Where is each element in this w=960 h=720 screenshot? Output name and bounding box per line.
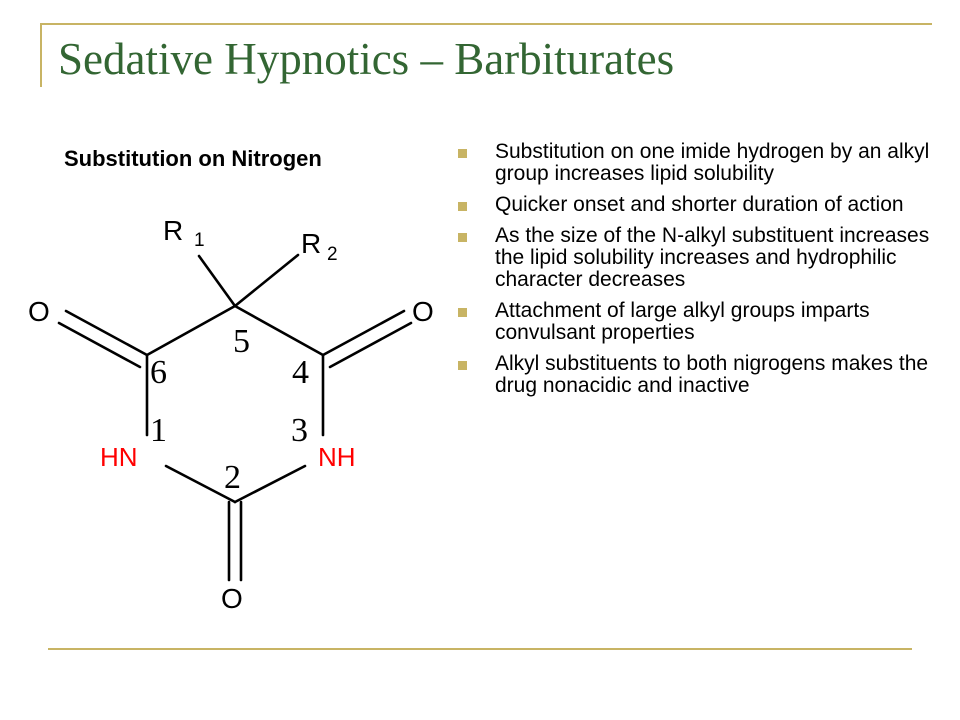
bullet-item [456,353,946,397]
position-2-number: 2 [224,459,241,496]
position-1-number: 1 [150,412,167,449]
bond-r2 [235,255,298,306]
bullet-item [456,194,946,216]
slide-title: Sedative Hypnotics – Barbiturates [58,34,675,84]
bond-r1 [199,256,235,306]
bullet-text: Attachment of large alkyl groups imparts convulsant properties [495,299,870,344]
nitrogen-1-label: HN [100,442,138,472]
r2-subscript: 2 [327,244,338,265]
oxygen-bottom: O [221,583,243,614]
r1-subscript: 1 [194,230,205,251]
bullet-text: Substitution on one imide hydrogen by an alkyl group increases lipid solubility [495,140,930,185]
bullet-text: As the size of the N-alkyl substituent increases the lipid solubility increases and hydrophilic character decreases [495,224,930,291]
bullet-item [456,225,946,291]
bullet-list [456,141,946,406]
square-bullet-icon [458,202,467,211]
bullet-text: Quicker onset and shorter duration of action [495,193,904,216]
oxygen-right: O [412,296,434,327]
position-4-number: 4 [292,354,309,391]
r1-label: R [163,215,184,246]
r2-label: R [301,228,322,259]
bond-c5-c6 [147,306,235,355]
nitrogen-3-label: NH [318,442,356,472]
bullet-item [456,300,946,344]
square-bullet-icon [458,308,467,317]
oxygen-left: O [28,296,50,327]
bullet-item [456,141,946,185]
square-bullet-icon [458,149,467,158]
position-5-number: 5 [233,323,250,360]
position-6-number: 6 [150,354,167,391]
position-3-number: 3 [291,412,308,449]
bond-n3-c2 [235,466,305,502]
structure-subtitle: Substitution on Nitrogen [64,146,322,171]
bullet-text: Alkyl substituents to both nigrogens makes the drug nonacidic and inactive [495,352,929,397]
square-bullet-icon [458,361,467,370]
square-bullet-icon [458,233,467,242]
